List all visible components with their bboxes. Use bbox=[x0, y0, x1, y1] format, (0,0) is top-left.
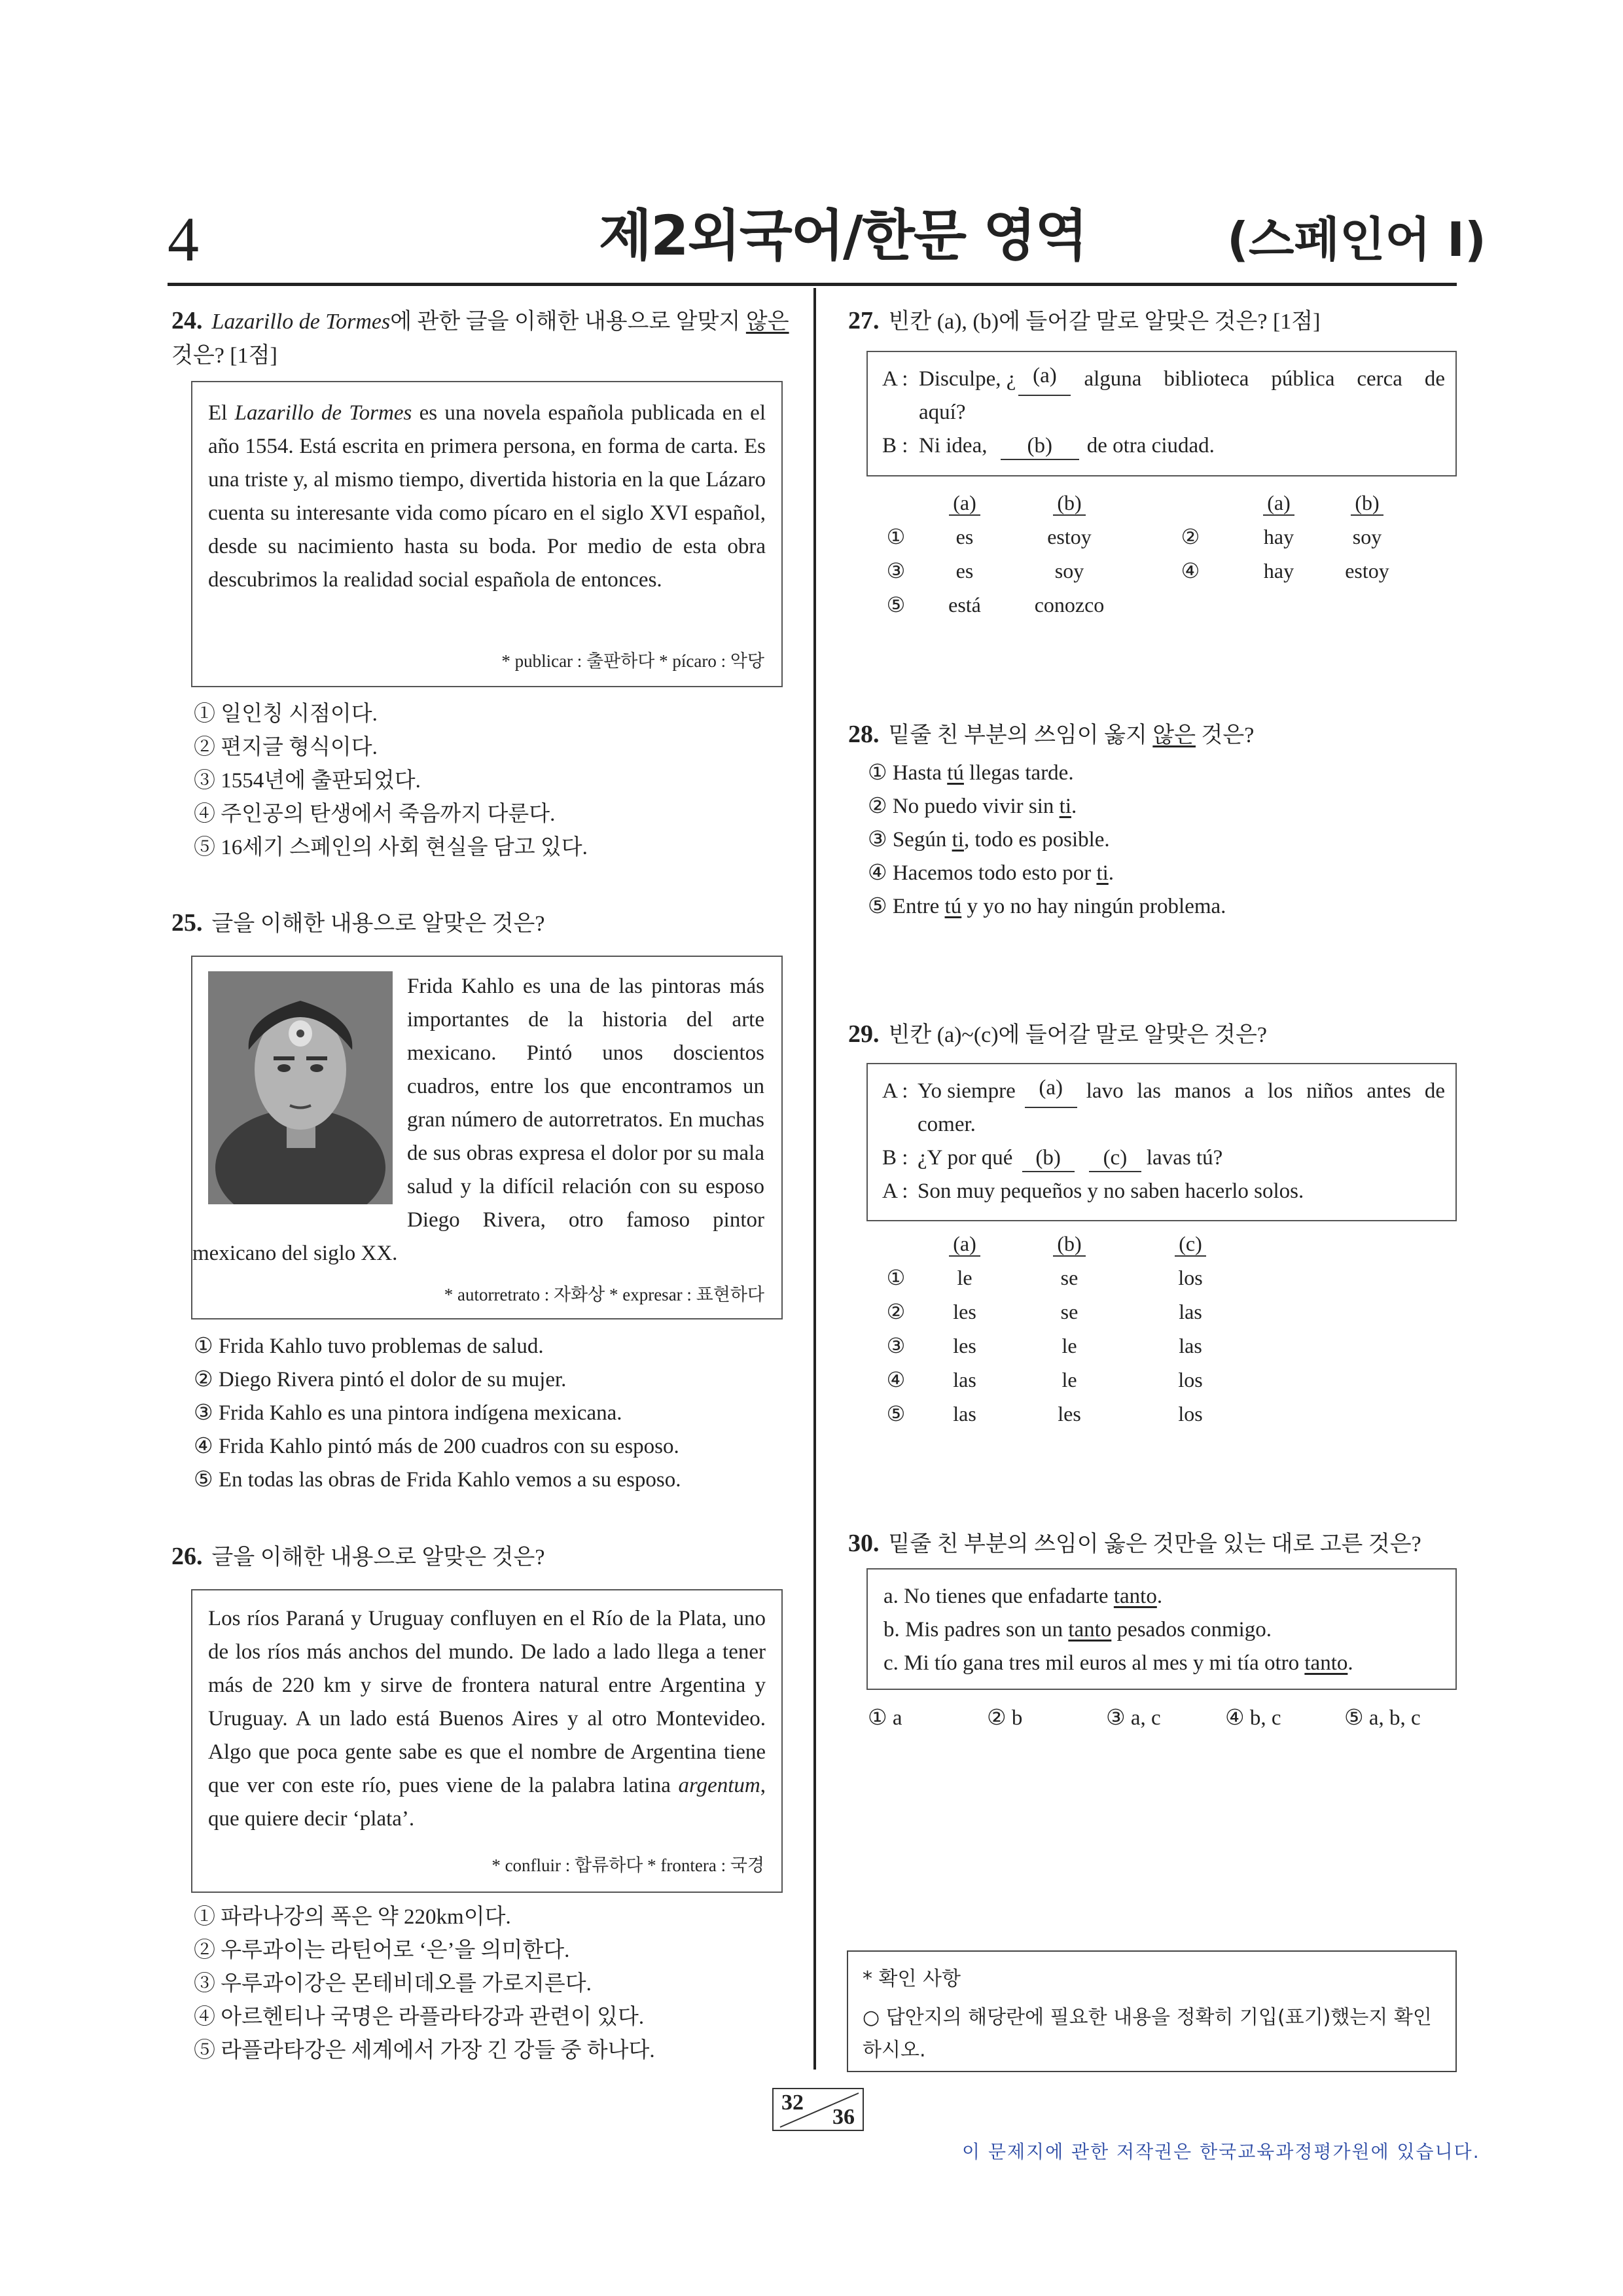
q25-number: 25. bbox=[171, 909, 203, 937]
q28-option-3[interactable]: ③ Según ti, todo es posible. bbox=[868, 828, 1110, 852]
q29-line-3: A : Son muy pequeños y no saben hacerlo solos. bbox=[882, 1179, 1304, 1203]
q27-choice-1[interactable]: ① bbox=[886, 525, 906, 548]
q28-option-2[interactable]: ② No puedo vivir sin ti. bbox=[868, 795, 1077, 818]
q27-blank-b: (b) bbox=[1001, 433, 1079, 460]
q27-blank-a: (a) bbox=[1018, 363, 1071, 396]
q26-option-4[interactable]: ④ 아르헨티나 국명은 라플라타강과 관련이 있다. bbox=[194, 2005, 645, 2029]
q30-options bbox=[868, 1702, 1457, 1735]
page-counter bbox=[772, 2088, 864, 2131]
q25-option-3[interactable]: ③ Frida Kahlo es una pintora indígena mexicana. bbox=[194, 1401, 622, 1425]
q24-passage: El Lazarillo de Tormes es una novela española publicada en el año 1554. Está escrita en primera persona, en forma de carta. Es una triste y, al mismo tiempo, divertida historia en la que Lázaro cuenta su interesante vida como pícaro en el siglo XVI español, desde su nacimiento hasta su boda. Por medio de esta obra descubrimos la realidad social española de entonces. bbox=[208, 401, 766, 592]
q29-choice-2[interactable]: ② bbox=[886, 1300, 906, 1323]
q29-blank-c: (c) bbox=[1089, 1145, 1141, 1172]
q25-option-4[interactable]: ④ Frida Kahlo pintó más de 200 cuadros con su esposo. bbox=[194, 1435, 679, 1458]
current-page: 32 bbox=[781, 2090, 804, 2115]
q26-option-2[interactable]: ② 우루과이는 라틴어로 ‘은’을 의미한다. bbox=[194, 1939, 570, 1962]
q30-sentences-box bbox=[866, 1568, 1457, 1690]
q30-option-4[interactable]: ④ b, c bbox=[1225, 1706, 1281, 1730]
q26-gloss: * confluir : 합류하다 * frontera : 국경 bbox=[491, 1856, 764, 1875]
q29-choice-1[interactable]: ① bbox=[886, 1266, 906, 1289]
q26-passage-box bbox=[191, 1589, 783, 1893]
q29-blank-b: (b) bbox=[1022, 1145, 1075, 1172]
q29-title: 29. 빈칸 (a)~(c)에 들어갈 말로 알맞은 것은? bbox=[848, 1020, 1267, 1048]
q24-options bbox=[194, 698, 588, 865]
subject-label: (스페인어 I) bbox=[1227, 212, 1486, 267]
q29-choice-4[interactable]: ④ bbox=[886, 1368, 906, 1391]
q29-dialogue-box: A : Yo siempre (a) lavo las manos a los niños antes de comer. B : ¿Y por qué (b) (c) lavas tú? A : Son muy pequeños y no saben hacerlo solos. bbox=[866, 1063, 1457, 1221]
q26-title: 26. 글을 이해한 내용으로 알맞은 것은? bbox=[171, 1543, 545, 1570]
q25-title: 25. 글을 이해한 내용으로 알맞은 것은? bbox=[171, 909, 545, 937]
page-title: 제2외국어/한문 영역 bbox=[599, 204, 1087, 268]
q24-title: 24. Lazarillo de Tormes에 관한 글을 이해한 내용으로 알맞지 않은 것은? [1점] bbox=[171, 307, 789, 368]
q26-passage: Los ríos Paraná y Uruguay confluyen en el Río de la Plata, uno de los ríos más anchos del mundo. De lado a lado llega a tener más de 220 km y sirve de frontera natural entre Argentina y Uruguay. A un lado está Buenos Aires y al otro Montevideo. Algo que poca gente sabe es que el nombre de Argentina tiene que ver con este río, pues viene de la palabra latina argentum, que quiere decir ‘plata’. bbox=[208, 1607, 766, 1831]
q30-option-5[interactable]: ⑤ a, b, c bbox=[1344, 1706, 1421, 1730]
q24-option-5[interactable]: ⑤ 16세기 스페인의 사회 현실을 담고 있다. bbox=[194, 836, 588, 859]
q27-choices: (a) (b) (a) (b) ① es estoy ② hay soy ③ es soy ④ hay estoy ⑤ está conozco bbox=[866, 486, 1423, 622]
q24-number: 24. bbox=[171, 307, 203, 334]
q27-number: 27. bbox=[848, 307, 880, 334]
notice-body: ○ 답안지의 해당란에 필요한 내용을 정확히 기입(표기)했는지 확인하시오. bbox=[863, 2006, 1432, 2062]
total-pages: 36 bbox=[832, 2105, 855, 2129]
q24-option-2[interactable]: ② 편지글 형식이다. bbox=[194, 736, 378, 759]
q25-options bbox=[194, 1330, 681, 1497]
header-rule bbox=[168, 283, 1457, 286]
q26-number: 26. bbox=[171, 1543, 203, 1570]
q26-options bbox=[194, 1901, 655, 2068]
q30-option-2[interactable]: ② b bbox=[987, 1706, 1023, 1730]
q27-choice-3[interactable]: ③ bbox=[886, 559, 906, 583]
column-divider bbox=[813, 288, 816, 2070]
q28-number: 28. bbox=[848, 721, 880, 748]
q29-choices: (a) (b) (c) ① le se los ② les se las ③ les le las ④ las le los ⑤ las les los bbox=[866, 1227, 1246, 1431]
q26-option-1[interactable]: ① 파라나강의 폭은 약 220km이다. bbox=[194, 1905, 511, 1929]
page-number: 4 bbox=[168, 204, 199, 274]
q24-passage-box bbox=[191, 381, 783, 687]
q27-title: 27. 빈칸 (a), (b)에 들어갈 말로 알맞은 것은? [1점] bbox=[848, 307, 1321, 334]
q29-choice-3[interactable]: ③ bbox=[886, 1334, 906, 1357]
q24-option-4[interactable]: ④ 주인공의 탄생에서 죽음까지 다룬다. bbox=[194, 802, 556, 826]
q30-number: 30. bbox=[848, 1530, 880, 1557]
q30-option-3[interactable]: ③ a, c bbox=[1106, 1706, 1161, 1730]
q29-choice-5[interactable]: ⑤ bbox=[886, 1402, 906, 1426]
q25-passage-box bbox=[191, 956, 783, 1319]
copyright-notice: 이 문제지에 관한 저작권은 한국교육과정평가원에 있습니다. bbox=[962, 2141, 1480, 2162]
notice-box bbox=[847, 1950, 1457, 2072]
q26-option-5[interactable]: ⑤ 라플라타강은 세계에서 가장 긴 강들 중 하나다. bbox=[194, 2039, 655, 2062]
q25-gloss: * autorretrato : 자화상 * expresar : 표현하다 bbox=[444, 1285, 764, 1304]
q30-option-1[interactable]: ① a bbox=[868, 1706, 902, 1730]
q24-gloss: * publicar : 출판하다 * pícaro : 악당 bbox=[501, 651, 764, 671]
q29-line-1: A : Yo siempre (a) lavo las manos a los niños antes de bbox=[882, 1075, 1445, 1108]
q27-choice-5[interactable]: ⑤ bbox=[886, 593, 906, 617]
q27-dialogue-box: A : Disculpe, ¿ (a) alguna biblioteca pública cerca de aquí? B : Ni idea, (b) de otra ciudad. bbox=[866, 351, 1457, 476]
q30-title: 30. 밑줄 친 부분의 쓰임이 옳은 것만을 있는 대로 고른 것은? bbox=[848, 1530, 1421, 1557]
q30-item-b: b. Mis padres son un tanto pesados conmigo. bbox=[883, 1618, 1272, 1641]
q27-choice-2[interactable]: ② bbox=[1181, 525, 1200, 548]
q30-item-a: a. No tienes que enfadarte tanto. bbox=[883, 1585, 1163, 1608]
q28-title: 28. 밑줄 친 부분의 쓰임이 옳지 않은 것은? bbox=[848, 721, 1255, 748]
q29-line-2: B : ¿Y por qué (b) (c) lavas tú? bbox=[882, 1141, 1445, 1175]
q27-choice-4[interactable]: ④ bbox=[1181, 559, 1200, 583]
q25-option-1[interactable]: ① Frida Kahlo tuvo problemas de salud. bbox=[194, 1335, 544, 1358]
q30-item-c: c. Mi tío gana tres mil euros al mes y mi tía otro tanto. bbox=[883, 1651, 1353, 1675]
q28-option-5[interactable]: ⑤ Entre tú y yo no hay ningún problema. bbox=[868, 895, 1226, 918]
q25-option-2[interactable]: ② Diego Rivera pintó el dolor de su mujer. bbox=[194, 1368, 567, 1391]
frida-portrait bbox=[208, 971, 393, 1204]
q28-options bbox=[868, 757, 1226, 924]
q27-line-a: A : Disculpe, ¿ (a) alguna biblioteca pública cerca de bbox=[882, 363, 1445, 396]
notice-title: * 확인 사항 bbox=[863, 1967, 961, 1990]
q29-blank-a: (a) bbox=[1025, 1075, 1077, 1108]
q29-number: 29. bbox=[848, 1020, 880, 1048]
q24-option-3[interactable]: ③ 1554년에 출판되었다. bbox=[194, 769, 421, 793]
q28-option-1[interactable]: ① Hasta tú llegas tarde. bbox=[868, 761, 1074, 785]
q28-option-4[interactable]: ④ Hacemos todo esto por ti. bbox=[868, 861, 1115, 885]
q24-option-1[interactable]: ① 일인칭 시점이다. bbox=[194, 702, 378, 726]
q27-line-b: B : Ni idea, (b) de otra ciudad. bbox=[882, 429, 1445, 463]
q25-option-5[interactable]: ⑤ En todas las obras de Frida Kahlo vemos a su esposo. bbox=[194, 1468, 681, 1492]
q25-passage: Frida Kahlo es una de las pintoras más importantes de la historia del arte mexicano. Pintó unos doscientos cuadros, entre los que encontramos un gran número de autorretratos. En muchas de sus obras expresa el dolor por su mala salud y la difícil relación con su esposo Diego Rivera, otro famoso pintor mexicano del siglo XX. bbox=[192, 975, 764, 1265]
q26-option-3[interactable]: ③ 우루과이강은 몬테비데오를 가로지른다. bbox=[194, 1972, 592, 1996]
